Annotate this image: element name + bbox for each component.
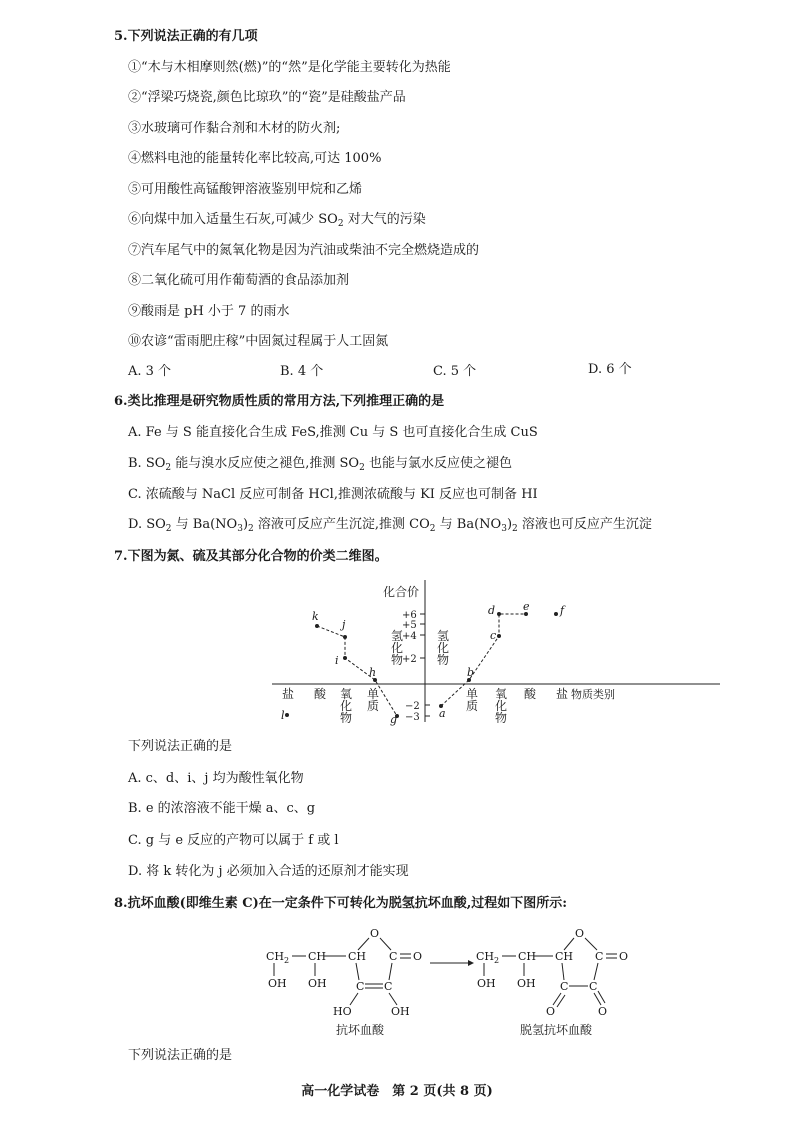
mol2-o-carbonyl: O — [619, 950, 629, 963]
mol2-ch2: $CH_2$ — [476, 950, 500, 965]
label-f: f — [560, 604, 565, 617]
xlabel-element-right — [466, 687, 478, 713]
label-g: g — [390, 713, 398, 726]
x-axis-title: 物质类别 — [571, 688, 615, 701]
tick-minus3: −3 — [405, 712, 420, 723]
tick-plus5: +5 — [402, 620, 417, 631]
mol2-c-left: C — [560, 980, 569, 993]
vlabel-ox-l-char: 物 — [340, 711, 353, 725]
q5-item-8: ⑧二氧化硫可用作葡萄酒的食品添加剂 — [128, 273, 350, 288]
mol2-o-left: O — [546, 1005, 556, 1018]
q6-stem: 6.类比推理是研究物质性质的常用方法,下列推理正确的是 — [114, 394, 445, 409]
label-h: h — [369, 666, 377, 679]
mol1-ring-o: O — [370, 927, 380, 940]
q6-option-c: C. 浓硫酸与 NaCl 反应可制备 HCl,推测浓硫酸与 KI 反应也可制备 HI — [128, 487, 538, 502]
vlabel-el-r-char: 质 — [466, 699, 479, 713]
mol2-bonds — [484, 938, 617, 1007]
mol1-bonds — [274, 938, 411, 1005]
y-axis-title: 化合价 — [383, 585, 420, 599]
label-k: k — [312, 610, 319, 623]
point-k — [315, 624, 319, 628]
mol1-ch-ring: CH — [348, 950, 367, 963]
q8-stem: 8.抗坏血酸(即维生素 C)在一定条件下可转化为脱氢抗坏血酸,过程如下图所示: — [114, 896, 568, 911]
vlabel-cl-char: 化 — [391, 641, 404, 655]
vlabel-el-l-char: 质 — [367, 699, 380, 713]
q5-option-d: D. 6 个 — [588, 362, 632, 377]
vlabel-cl-char: 物 — [391, 653, 404, 667]
center-right-hydride — [437, 629, 449, 667]
q5-item-5: ⑤可用酸性高锰酸钾溶液鉴别甲烷和乙烯 — [128, 182, 363, 197]
label-e: e — [523, 600, 530, 613]
q5-item-4: ④燃料电池的能量转化率比较高,可达 100% — [128, 151, 382, 166]
mol1-oh-2: OH — [308, 977, 327, 990]
point-l — [285, 713, 289, 717]
mol1-oh-1: OH — [268, 977, 287, 990]
mol2-ch: CH — [518, 950, 537, 963]
q7-option-b: B. e 的浓溶液不能干燥 a、c、g — [128, 801, 316, 816]
mol1-ch: CH — [308, 950, 327, 963]
mol1-oh-3: OH — [391, 1005, 410, 1018]
point-d — [497, 612, 501, 616]
mol1-c-carbonyl: C — [389, 950, 398, 963]
mol1-ho: HO — [333, 1005, 352, 1018]
q5-item-3: ③水玻璃可作黏合剂和木材的防火剂; — [128, 121, 341, 136]
q5-item-1: ①“木与木相摩则然(燃)”的“然”是化学能主要转化为热能 — [128, 60, 451, 75]
mol2-name: 脱氢抗坏血酸 — [520, 1023, 593, 1037]
q7-option-a: A. c、d、i、j 均为酸性氧化物 — [128, 771, 304, 786]
xlabel-oxide-right — [495, 687, 507, 725]
tick-minus2: −2 — [405, 701, 420, 712]
page-footer: 高一化学试卷 第 2 页(共 8 页) — [301, 1084, 493, 1099]
label-j: j — [342, 618, 346, 631]
mol2-oh-1: OH — [477, 977, 496, 990]
reaction-arrow — [430, 960, 474, 966]
q6-option-d: D. $SO_2$ 与 $Ba(NO_3)_2$ 溶液可反应产生沉淀,推测 $CO_2$ 与 $Ba(NO_3)_2$ 溶液也可反应产生沉淀 — [128, 517, 652, 534]
mol2-o-right: O — [598, 1005, 608, 1018]
q5-item-2: ②“浮梁巧烧瓷,颜色比琼玖”的“瓷”是硅酸盐产品 — [128, 90, 406, 105]
q7-option-c: C. g 与 e 反应的产物可以属于 f 或 l — [128, 833, 339, 848]
vlabel-ox-r-char: 氧 — [495, 687, 508, 701]
q5-item-10: ⑩农谚“雷雨肥庄稼”中固氮过程属于人工固氮 — [128, 334, 389, 349]
q8-sub-stem: 下列说法正确的是 — [128, 1048, 233, 1063]
point-i — [343, 656, 347, 660]
label-b: b — [467, 666, 475, 679]
q6-option-a: A. Fe 与 S 能直接化合生成 FeS,推测 Cu 与 S 也可直接化合生成 CuS — [128, 425, 538, 440]
tick-plus2: +2 — [402, 654, 417, 665]
point-j — [343, 635, 347, 639]
q5-option-a: A. 3 个 — [128, 364, 172, 379]
label-d: d — [488, 604, 496, 617]
q7-sub-stem: 下列说法正确的是 — [128, 739, 233, 754]
point-c — [497, 634, 501, 638]
vlabel-cr-char: 化 — [437, 641, 450, 655]
xlabel-acid-left: 酸 — [314, 687, 327, 701]
vlabel-ox-l-char: 氧 — [340, 687, 353, 701]
mol2-ring-o: O — [575, 927, 585, 940]
data-points — [285, 612, 558, 718]
mol1-name: 抗坏血酸 — [336, 1023, 385, 1037]
vlabel-el-r-char: 单 — [466, 687, 479, 701]
mol1-ch2: $CH_2$ — [266, 950, 290, 965]
vlabel-ox-l-char: 化 — [340, 699, 353, 713]
vitamin-c-reaction-diagram — [258, 922, 648, 1037]
xlabel-element-left — [367, 687, 379, 713]
center-left-hydride — [391, 629, 403, 667]
vlabel-ox-r-char: 物 — [495, 711, 508, 725]
q7-option-d: D. 将 k 转化为 j 必须加入合适的还原剂才能实现 — [128, 864, 409, 879]
vlabel-cr-char: 物 — [437, 653, 450, 667]
tick-plus6: +6 — [402, 610, 417, 621]
mol2-c-right: C — [589, 980, 598, 993]
vlabel-cr-char: 氢 — [437, 629, 450, 643]
mol2-c-carbonyl: C — [595, 950, 604, 963]
mol2-oh-2: OH — [517, 977, 536, 990]
q6-option-b: B. $SO_2$ 能与溴水反应使之褪色,推测 $SO_2$ 也能与氯水反应使之褪色 — [128, 456, 512, 473]
label-a: a — [439, 707, 446, 720]
label-i: i — [335, 654, 339, 667]
vlabel-cl-char: 氢 — [391, 629, 404, 643]
q5-option-b: B. 4 个 — [280, 364, 324, 379]
xlabel-salt-right: 盐 — [556, 687, 569, 701]
label-c: c — [490, 629, 497, 642]
q7-stem: 7.下图为氮、硫及其部分化合物的价类二维图。 — [114, 549, 388, 564]
q5-item-7: ⑦汽车尾气中的氮氧化物是因为汽油或柴油不完全燃烧造成的 — [128, 243, 480, 258]
valence-category-diagram — [250, 574, 730, 734]
mol2-ch-ring: CH — [555, 950, 574, 963]
q5-item-6: ⑥向煤中加入适量生石灰,可减少 $SO_2$ 对大气的污染 — [128, 212, 426, 229]
point-f — [554, 612, 558, 616]
tick-plus4: +4 — [402, 631, 417, 642]
xlabel-acid-right: 酸 — [524, 687, 537, 701]
q5-option-c: C. 5 个 — [433, 364, 477, 379]
vlabel-el-l-char: 单 — [367, 687, 380, 701]
q5-stem: 5.下列说法正确的有几项 — [114, 29, 258, 44]
vlabel-ox-r-char: 化 — [495, 699, 508, 713]
xlabel-oxide-left — [340, 687, 352, 725]
q5-item-9: ⑨酸雨是 pH 小于 7 的雨水 — [128, 304, 290, 319]
mol1-c-right: C — [384, 980, 393, 993]
mol1-o-carbonyl: O — [413, 950, 423, 963]
xlabel-salt-left: 盐 — [282, 687, 295, 701]
label-l: l — [281, 709, 285, 722]
mol1-c-left: C — [356, 980, 365, 993]
